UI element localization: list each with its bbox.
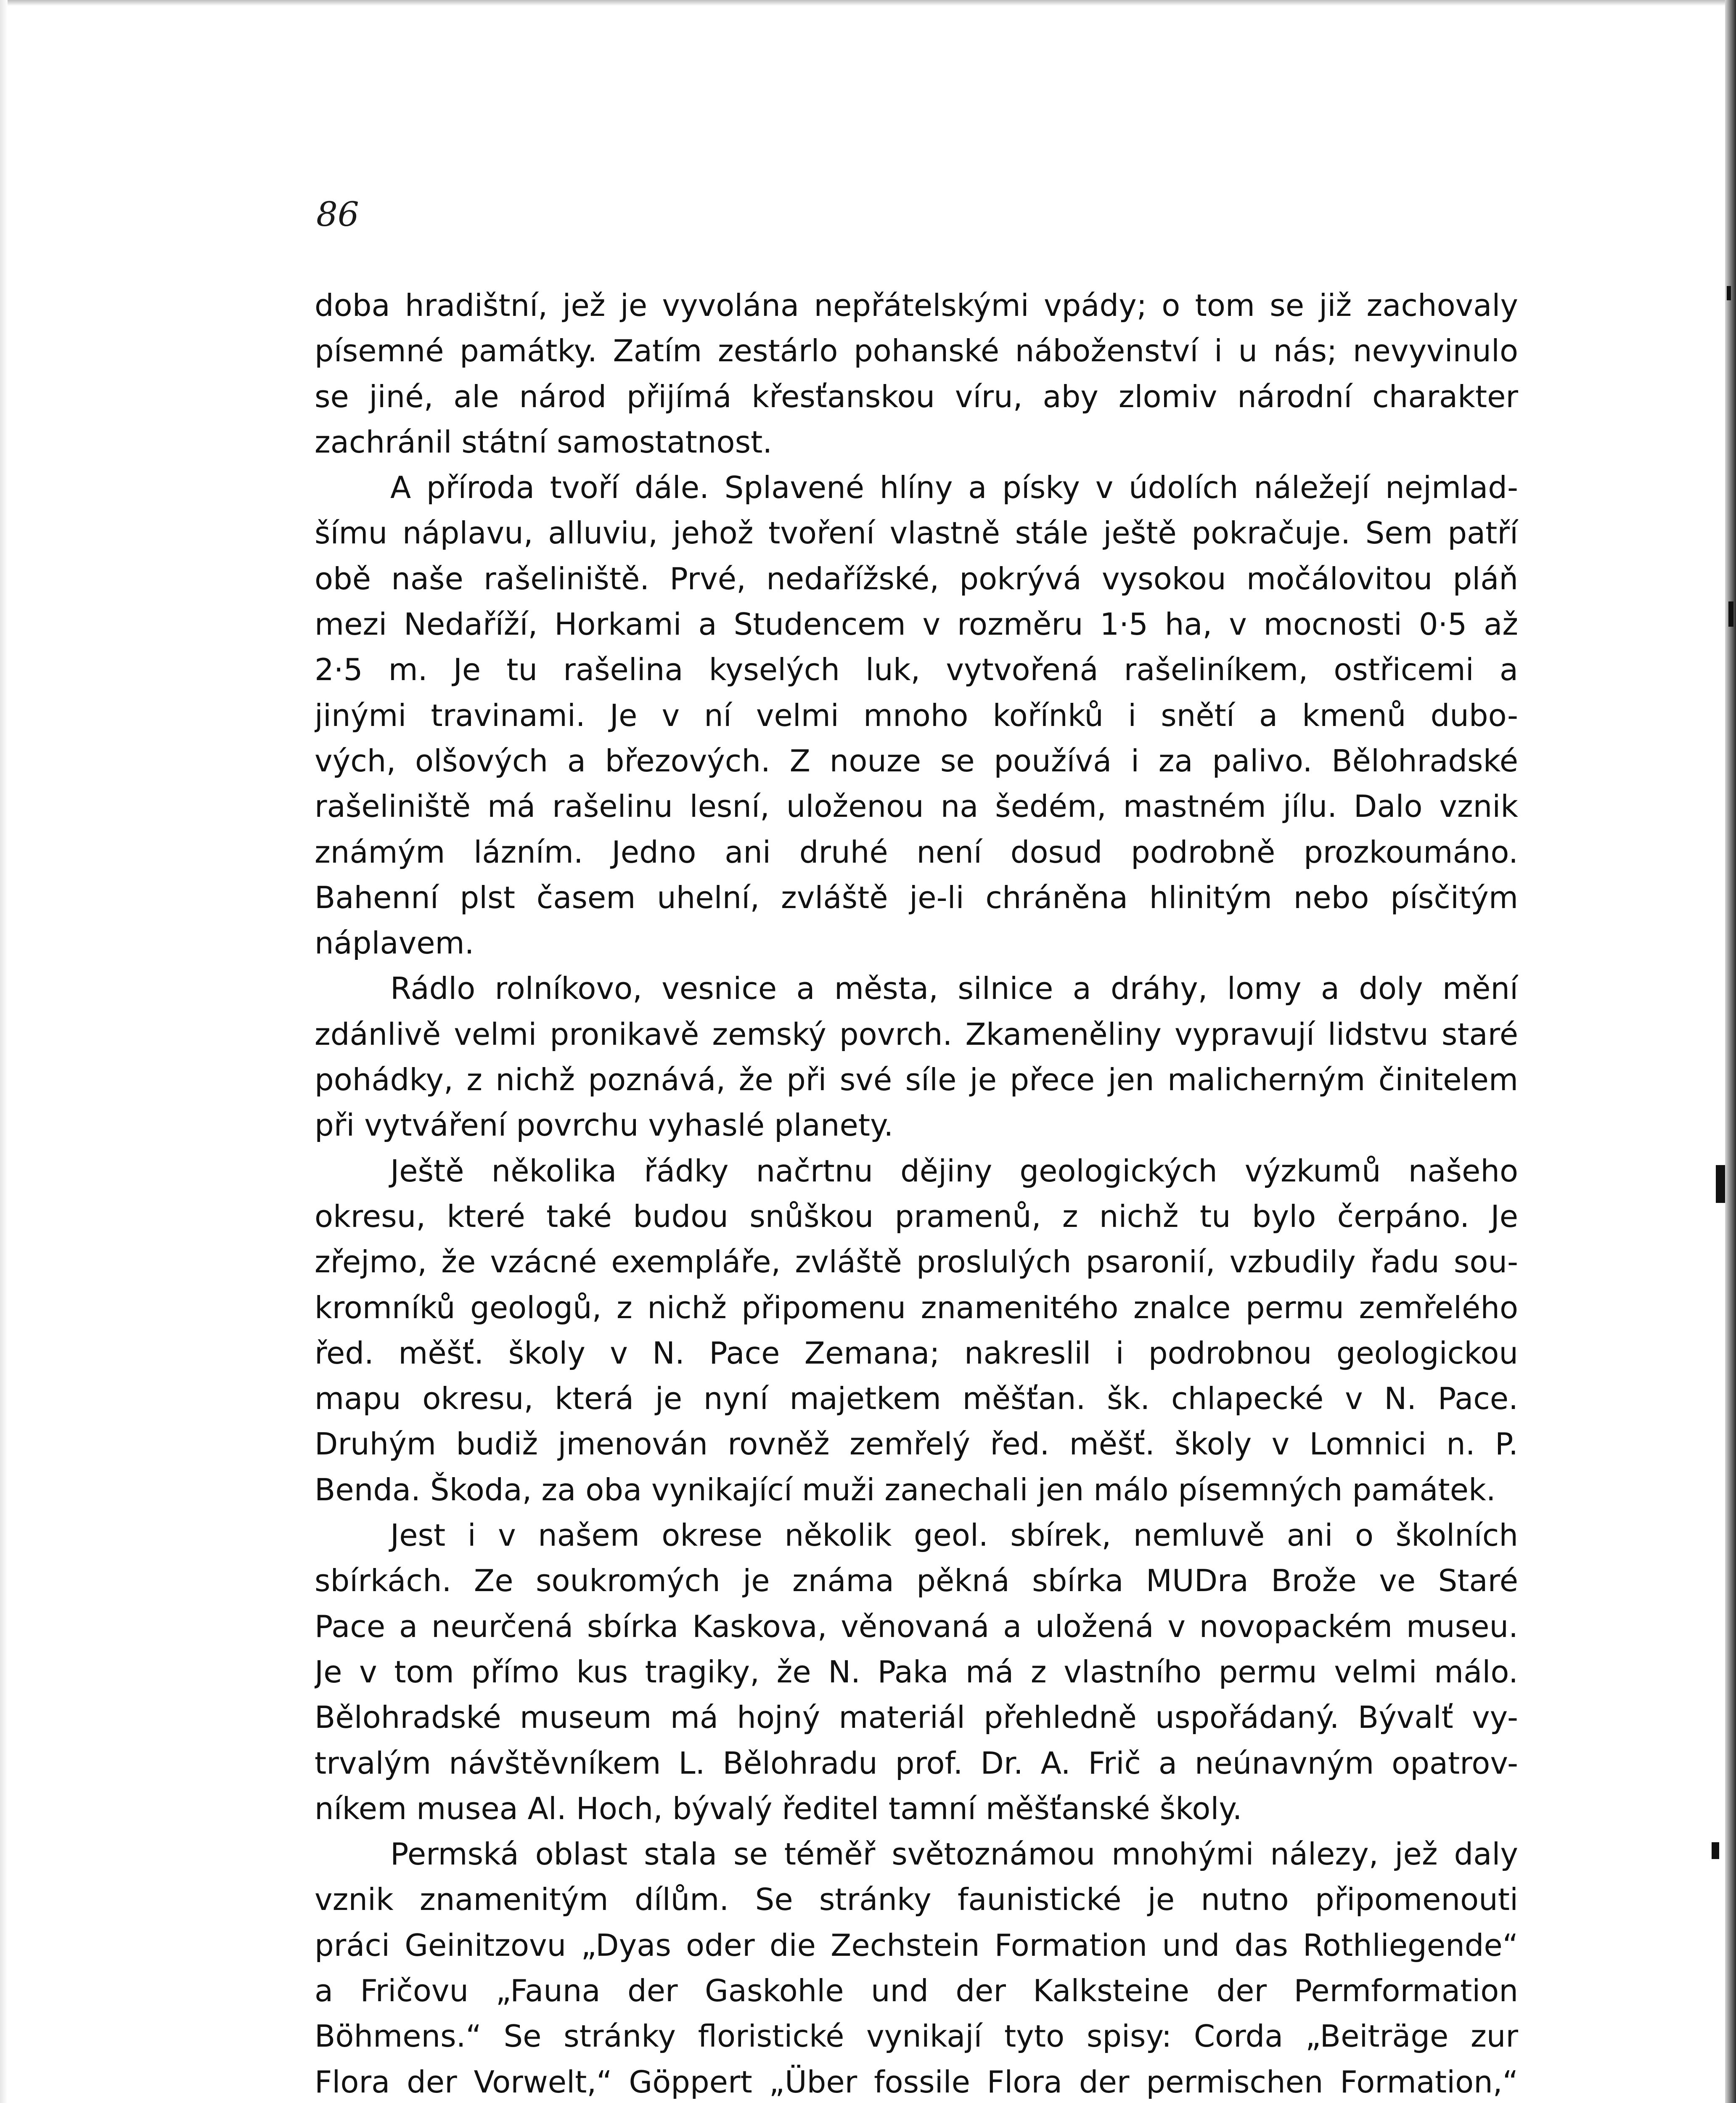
text-line: Rádlo rolníkovo, vesnice a města, silnice a dráhy, lomy a doly mění [390, 971, 1518, 1006]
text-line: zdánlivě velmi pronikavě zemský povrch. Zkameněliny vypravují lidstvu staré [315, 1016, 1518, 1052]
paragraph [315, 1512, 1518, 1831]
text-line: Benda. Škoda, za oba vynikající muži zanechali jen málo písemných památek. [315, 1472, 1496, 1507]
paragraph [315, 283, 1518, 465]
text-line: jinými travinami. Je v ní velmi mnoho kořínků i snětí a kmenů dubo- [315, 697, 1518, 733]
text-line: Jest i v našem okrese několik geol. sbírek, nemluvě ani o školních [390, 1518, 1518, 1553]
text-line: trvalým návštěvníkem L. Bělohradu prof. Dr. A. Frič a neúnavným opatrov- [315, 1745, 1518, 1781]
text-line: Je v tom přímo kus tragiky, že N. Paka má z vlastního permu velmi málo. [315, 1654, 1518, 1690]
margin-mark [1716, 1165, 1725, 1203]
text-line: vých, olšových a březových. Z nouze se používá i za palivo. Bělohradské [315, 743, 1518, 779]
text-line: vznik znamenitým dílům. Se stránky faunistické je nutno připomenouti [315, 1882, 1518, 1918]
text-line: Ještě několika řádky načrtnu dějiny geologických výzkumů našeho [390, 1153, 1518, 1189]
scan-edge-top [0, 0, 1736, 6]
text-line: práci Geinitzovu „Dyas oder die Zechstein Formation und das Rothliegende“ [315, 1927, 1518, 1963]
text-line: Permská oblast stala se téměř světoznámou mnohými nálezy, jež daly [390, 1836, 1518, 1872]
text-line: mapu okresu, která je nyní majetkem měšťan. šk. chlapecké v N. Pace. [315, 1381, 1518, 1417]
scan-edge-left [0, 0, 8, 2103]
text-line: známým lázním. Jedno ani druhé není dosud podrobně prozkoumáno. [315, 834, 1518, 870]
paragraph [315, 966, 1518, 1148]
text-line: náplavem. [315, 925, 474, 961]
text-line: Druhým budiž jmenován rovněž zemřelý řed. měšť. školy v Lomnici n. P. [315, 1426, 1518, 1462]
paragraph [315, 1148, 1518, 1512]
text-line: Bělohradské museum má hojný materiál přehledně uspořádaný. Bývalť vy- [315, 1700, 1518, 1735]
paragraph [315, 465, 1518, 966]
text-line: rašeliniště má rašelinu lesní, uloženou na šedém, mastném jílu. Dalo vznik [315, 789, 1518, 824]
text-line: šímu náplavu, alluviu, jehož tvoření vlastně stále ještě pokračuje. Sem patří [315, 515, 1518, 551]
text-line: zachránil státní samostatnost. [315, 424, 773, 460]
text-line: zřejmo, že vzácné exempláře, zvláště proslulých psaronií, vzbudily řadu sou- [315, 1244, 1518, 1280]
text-line: níkem musea Al. Hoch, bývalý ředitel tamní měšťanské školy. [315, 1790, 1242, 1826]
text-line: A příroda tvoří dále. Splavené hlíny a písky v údolích náležejí nejmlad- [390, 470, 1518, 506]
body-text [315, 283, 1518, 2103]
text-line: 2·5 m. Je tu rašelina kyselých luk, vytvořená rašeliníkem, ostřicemi a [315, 652, 1518, 688]
scan-edge-right [1725, 0, 1736, 2103]
margin-mark [1727, 286, 1731, 300]
text-line: se jiné, ale národ přijímá křesťanskou víru, aby zlomiv národní charakter [315, 379, 1518, 414]
text-line: Flora der Vorwelt,“ Göppert „Über fossile Flora der permischen Formation,“ [315, 2064, 1518, 2100]
text-line: Pace a neurčená sbírka Kaskova, věnovaná a uložená v novopackém museu. [315, 1608, 1518, 1644]
text-line: okresu, které také budou snůškou pramenů, z nichž tu bylo čerpáno. Je [315, 1198, 1518, 1234]
text-line: při vytváření povrchu vyhaslé planety. [315, 1107, 894, 1143]
text-line: Böhmens.“ Se stránky floristické vynikají tyto spisy: Corda „Beiträge zur [315, 2018, 1518, 2054]
text-line: kromníků geologů, z nichž připomenu znamenitého znalce permu zemřelého [315, 1290, 1518, 1325]
text-line: písemné památky. Zatím zestárlo pohanské náboženství i u nás; nevyvinulo [315, 333, 1518, 369]
paragraph [315, 1831, 1518, 2103]
text-line: obě naše rašeliniště. Prvé, nedařížské, pokrývá vysokou močálovitou pláň [315, 561, 1518, 596]
text-line: pohádky, z nichž poznává, že při své síle je přece jen malicherným činitelem [315, 1062, 1518, 1098]
text-line: mezi Nedaříží, Horkami a Studencem v rozměru 1·5 ha, v mocnosti 0·5 až [315, 607, 1518, 642]
text-line: Bahenní plst časem uhelní, zvláště je-li chráněna hlinitým nebo písčitým [315, 879, 1518, 915]
margin-mark [1712, 1842, 1719, 1859]
margin-mark [1728, 601, 1733, 627]
text-line: sbírkách. Ze soukromých je známa pěkná sbírka MUDra Brože ve Staré [315, 1563, 1518, 1599]
text-line: a Fričovu „Fauna der Gaskohle und der Kalksteine der Permformation [315, 1973, 1518, 2008]
text-line: doba hradištní, jež je vyvolána nepřátelskými vpády; o tom se již zachovaly [315, 288, 1518, 323]
text-line: řed. měšť. školy v N. Pace Zemana; nakreslil i podrobnou geologickou [315, 1335, 1518, 1371]
page-number: 86 [316, 195, 359, 234]
